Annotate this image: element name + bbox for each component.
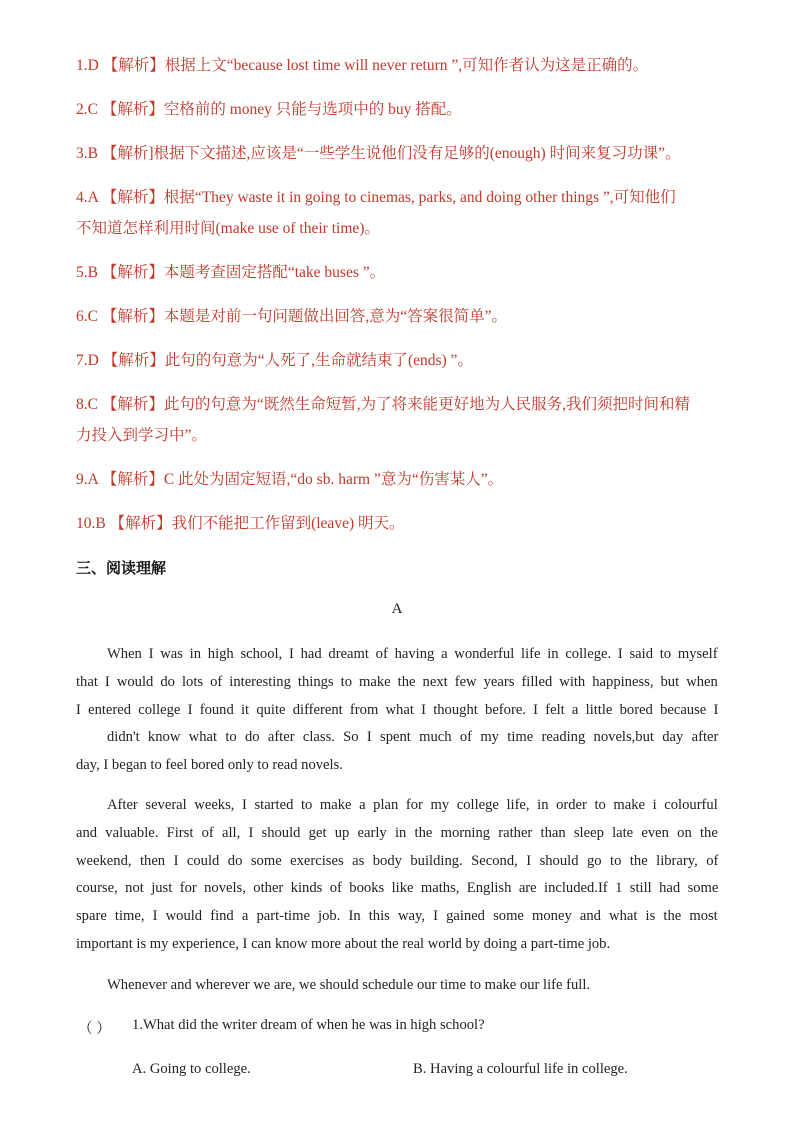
- paragraph-1-line-3: I entered college I found it quite different from what I thought before. I felt a little bored because I: [76, 702, 719, 718]
- paragraph-2-line-3: weekend, then I could do some exercises as body building. Second, I should go to the library, of: [76, 853, 719, 869]
- option-a[interactable]: A. Going to college.: [132, 1061, 251, 1077]
- passage-title: A: [391, 601, 403, 617]
- paragraph-2-line-4: course, not just for novels, other kinds of books like maths, English are included.If 1 still had some: [76, 880, 719, 896]
- answer-7: 7.D 【解析】此句的句意为“人死了,生命就结束了(ends) ”。: [76, 352, 473, 369]
- question-1-text: 1.What did the writer dream of when he was in high school?: [132, 1017, 485, 1033]
- paragraph-2-line-1: After several weeks, I started to make a plan for my college life, in order to make i colourful: [107, 797, 718, 813]
- answer-4-line-2: 不知道怎样利用时间(make use of their time)。: [76, 220, 380, 237]
- paragraph-1-line-1: When I was in high school, I had dreamt of having a wonderful life in college. I said to myself: [107, 646, 718, 662]
- answer-3: 3.B 【解析]根据下文描述,应该是“一些学生说他们没有足够的(enough) 时间来复习功课”。: [76, 145, 681, 162]
- paragraph-2-line-2: and valuable. First of all, I should get up early in the morning rather than sleep late even on the: [76, 825, 718, 841]
- section-title: 三、阅读理解: [76, 559, 167, 577]
- answer-10: 10.B 【解析】我们不能把工作留到(leave) 明天。: [76, 515, 405, 532]
- answer-8-line-1: 8.C 【解析】此句的句意为“既然生命短暂,为了将来能更好地为人民服务,我们须把时间和精: [76, 396, 690, 413]
- paragraph-1-line-5: day, I began to feel bored only to read novels.: [76, 757, 343, 773]
- paragraph-3: Whenever and wherever we are, we should schedule our time to make our life full.: [107, 977, 591, 993]
- answer-1: 1.D 【解析】根据上文“because lost time will never return ”,可知作者认为这是正确的。: [76, 57, 649, 74]
- answer-6: 6.C 【解析】本题是对前一句问题做出回答,意为“答案很简单”。: [76, 308, 507, 325]
- option-b[interactable]: B. Having a colourful life in college.: [413, 1061, 628, 1077]
- answer-4-line-1: 4.A 【解析】根据“They waste it in going to cinemas, parks, and doing other things ”,可知他们: [76, 189, 676, 206]
- answer-2: 2.C 【解析】空格前的 money 只能与选项中的 buy 搭配。: [76, 101, 462, 118]
- answer-8-line-2: 力投入到学习中”。: [76, 427, 207, 444]
- paragraph-1-line-4: didn't know what to do after class. So I spent much of my time reading novels,but day after: [107, 729, 719, 745]
- answer-9: 9.A 【解析】C 此处为固定短语,“do sb. harm ”意为“伤害某人”。: [76, 471, 504, 488]
- paragraph-2-line-5: spare time, I would find a part-time job. In this way, I gained some money and what is the most: [76, 908, 718, 924]
- paragraph-1-line-2: that I would do lots of interesting things to make the next few years filled with happiness, but when: [76, 674, 718, 690]
- paragraph-2-line-6: important is my experience, I can know more about the real world by doing a part-time job.: [76, 936, 611, 952]
- answer-5: 5.B 【解析】本题考查固定搭配“take buses ”。: [76, 264, 386, 281]
- answer-bracket[interactable]: （ ）: [78, 1021, 111, 1037]
